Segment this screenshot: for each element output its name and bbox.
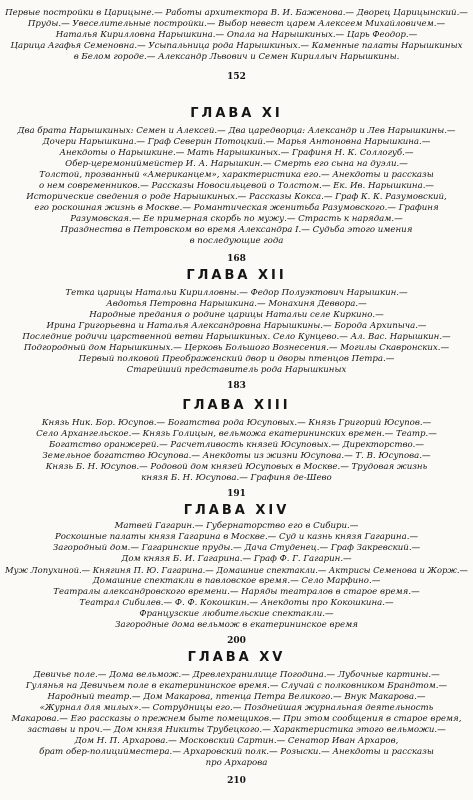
contents-line: Дом Н. П. Архарова.— Московский Сартин.— Сенатор Иван Архаров, bbox=[74, 736, 399, 746]
contents-line: Первые постройки в Царицыне.— Работы архитектора В. И. Баженова.— Дворец Царицынский.— bbox=[5, 8, 468, 18]
contents-line: Старейший представитель рода Нарышкиных bbox=[126, 365, 347, 375]
contents-line: его роскошная жизнь в Москве.— Романтическая женитьба Разумовского.— Графиня bbox=[34, 203, 439, 213]
page-number: 168 bbox=[227, 254, 246, 264]
contents-line: Театрал Сибилев.— Ф. Ф. Кокошкин.— Анекдоты про Кокошкина.— bbox=[79, 598, 394, 608]
contents-line: Последние родичи царственной ветви Нарышкиных. Село Кунцево.— Ал. Вас. Нарышкин.— bbox=[22, 332, 451, 342]
chapter-heading: ГЛАВА XIII bbox=[182, 398, 291, 413]
contents-line: «Журнал для милых».— Сотрудницы его.— Позднейшая журнальная деятельность bbox=[39, 703, 434, 713]
contents-line: про Архарова bbox=[205, 758, 268, 768]
contents-line: Два брата Нарышкиных: Семен и Алексей.— Два царедворца: Александр и Лев Нарышкины.— bbox=[17, 126, 456, 136]
page-number: 210 bbox=[227, 776, 246, 786]
page-number: 200 bbox=[227, 636, 246, 646]
contents-line: Народные предания о родине царицы Натальи селе Киркино.— bbox=[89, 310, 384, 320]
contents-line: Исторические сведения о роде Нарышкиных.— Рассказы Кокса.— Граф К. К. Разумовский, bbox=[26, 192, 447, 202]
contents-line: Обер-церемониймейстер И. А. Нарышкин.— Смерть его сына на дуэли.— bbox=[65, 159, 408, 169]
contents-line: Толстой, прозванный «Американцем», характеристика его.— Анекдоты и рассказы bbox=[39, 170, 434, 180]
contents-line: Матвей Гагарин.— Губернаторство его в Сибири.— bbox=[114, 521, 359, 531]
contents-line: Разумовская.— Ее примерная скорбь по мужу.— Страсть к нарядам.— bbox=[70, 214, 403, 224]
contents-line: Первый полковой Преображенский двор и дворы птенцов Петра.— bbox=[78, 354, 395, 364]
contents-line: Тетка царицы Натальи Кирилловны.— Федор Полуэктович Нарышкин.— bbox=[65, 288, 408, 298]
page-number: 191 bbox=[227, 489, 246, 499]
contents-line: брат обер-полицийместера.— Архаровский полк.— Розыски.— Анекдоты и рассказы bbox=[39, 747, 434, 757]
contents-line: Пруды.— Увеселительные постройки.— Выбор невест царем Алексеем Михайловичем.— bbox=[27, 19, 446, 29]
page-number: 183 bbox=[227, 381, 246, 391]
contents-line: Анекдоты о Нарышкине.— Мать Нарышкиных.— Графиня Н. К. Соллогуб.— bbox=[59, 148, 414, 158]
contents-line: Театралы александровского времени.— Наряды театралов в старое время.— bbox=[53, 587, 420, 597]
page-number: 152 bbox=[227, 72, 246, 82]
contents-line: Макарова.— Его рассказы о прежнем быте помещиков.— При этом сообщения в старое время, bbox=[11, 714, 462, 724]
contents-line: Авдотья Петровна Нарышкина.— Монахиня Деввора.— bbox=[106, 299, 367, 309]
chapter-heading: ГЛАВА XIV bbox=[183, 503, 290, 518]
chapter-heading: ГЛАВА XV bbox=[187, 650, 286, 665]
contents-line: в последующие года bbox=[189, 236, 284, 246]
contents-line: Князь Б. Н. Юсупов.— Родовой дом князей Юсуповых в Москве.— Трудовая жизнь bbox=[45, 462, 428, 472]
contents-line: Загородный дом.— Гагаринские пруды.— Дача Студенец.— Граф Закревский.— bbox=[52, 543, 421, 553]
contents-line: Народный театр.— Дом Макарова, птенца Петра Великого.— Внук Макарова.— bbox=[47, 692, 426, 702]
contents-line: Французские любительские спектакли.— bbox=[139, 609, 334, 619]
contents-line: Богатство оранжерей.— Расчетливость князей Юсуповых.— Директорство.— bbox=[48, 440, 425, 450]
contents-line: заставы и проч.— Дом князя Никиты Трубецкого.— Характеристика этого вельможи.— bbox=[27, 725, 446, 735]
contents-line: Подгородный дом Нарышкиных.— Церковь Большого Вознесения.— Могилы Скавронских.— bbox=[23, 343, 450, 353]
contents-line: Празднества в Петровском во время Александра I.— Судьба этого имения bbox=[60, 225, 413, 235]
contents-line: Роскошные палаты князя Гагарина в Москве.— Суд и казнь князя Гагарина.— bbox=[54, 532, 419, 542]
chapter-heading: ГЛАВА XI bbox=[190, 106, 283, 121]
contents-line: в Белом городе.— Александр Львович и Семен Кириллыч Нарышкины. bbox=[73, 52, 400, 62]
contents-line: Загородные дома вельмож в екатерининское время bbox=[115, 620, 358, 630]
contents-line: Гулянья на Девичьем поле в екатерининское время.— Случай с полковником Брандтом.— bbox=[25, 681, 448, 691]
contents-line: Князь Ник. Бор. Юсупов.— Богатства рода Юсуповых.— Князь Григорий Юсупов.— bbox=[41, 418, 432, 428]
contents-line: Муж Лопухиной.— Княгиня П. Ю. Гагарина.— Домашние спектакли.— Актрисы Семенова и Жорж.— bbox=[5, 565, 468, 575]
contents-line: Дочери Нарышкина.— Граф Северин Потоцкий.— Марья Антоновна Нарышкина.— bbox=[42, 137, 431, 147]
contents-line: Девичье поле.— Дома вельмож.— Древлехранилище Погодина.— Лубочные картины.— bbox=[33, 670, 440, 680]
contents-line: о нем современников.— Рассказы Новосильцевой о Толстом.— Ек. Ив. Нарышкина.— bbox=[38, 181, 435, 191]
contents-line: Село Архангельское.— Князь Голицын, вельможа екатерининских времен.— Театр.— bbox=[36, 429, 437, 439]
contents-line: князя Б. Н. Юсупова.— Графиня де-Шево bbox=[141, 473, 332, 483]
contents-line: Домашние спектакли в павловское время.— Село Марфино.— bbox=[92, 576, 381, 586]
contents-line: Земельное богатство Юсупова.— Анекдоты из жизни Юсупова.— Т. В. Юсупова.— bbox=[42, 451, 431, 461]
contents-line: Ирина Григорьевна и Наталья Александровна Нарышкины.— Борода Архипыча.— bbox=[46, 321, 427, 331]
contents-line: Дом князя Б. И. Гагарина.— Граф Ф. Г. Гагарин.— bbox=[121, 554, 352, 564]
contents-line: Наталья Кирилловна Нарышкина.— Опала на Нарышкиных.— Царь Феодор.— bbox=[55, 30, 418, 40]
chapter-heading: ГЛАВА XII bbox=[186, 268, 287, 283]
contents-line: Царица Агафья Семеновна.— Усыпальница рода Нарышкиных.— Каменные палаты Нарышкиных bbox=[10, 41, 463, 51]
